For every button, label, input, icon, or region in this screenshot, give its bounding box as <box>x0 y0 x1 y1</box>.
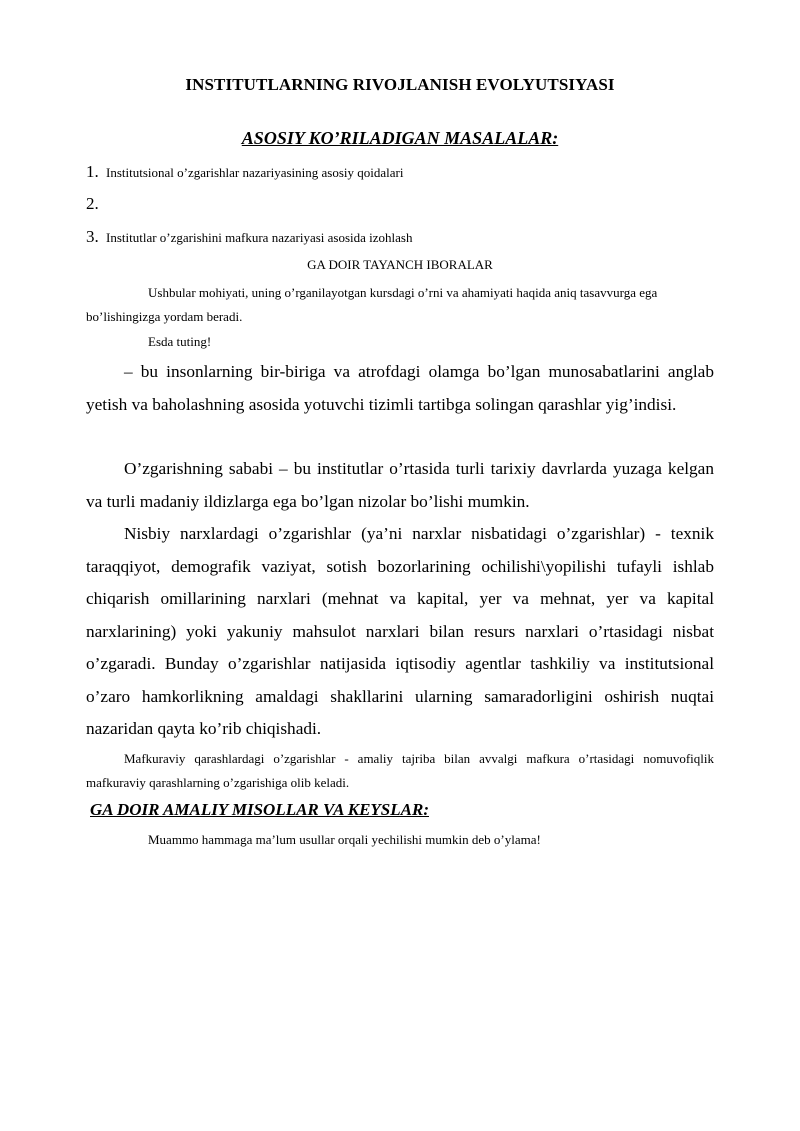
definition-paragraph: – bu insonlarning bir-biriga va atrofdagi olamga bo’lgan munosabatlarini anglab yetish va baholashning asosida yotuvchi tizimli tartibga solingan qarashlar yig’indisi. <box>86 362 714 414</box>
issues-subtitle: ASOSIY KO’RILADIGAN MASALALAR: <box>241 128 559 148</box>
closing-line: Muammo hammaga ma’lum usullar orqali yechilishi mumkin deb o’ylama! <box>148 832 541 847</box>
document-title: INSTITUTLARNING RIVOJLANISH EVOLYUTSIYASI <box>185 75 615 94</box>
issue-item-3 <box>86 227 412 247</box>
examples-heading: GA DOIR AMALIY MISOLLAR VA KEYSLAR: <box>90 800 429 819</box>
issue-item-1 <box>86 162 403 182</box>
issue-text: Institutlar o’zgarishini mafkura nazariyasi asosida izohlash <box>106 230 413 245</box>
issue-number: 2. <box>86 194 99 213</box>
key-terms-heading: GA DOIR TAYANCH IBORALAR <box>307 257 493 272</box>
issue-text: Institutsional o’zgarishlar nazariyasining asosiy qoidalari <box>106 165 404 180</box>
issue-item-2 <box>86 194 103 214</box>
issue-number: 1. <box>86 162 99 181</box>
relative-prices-paragraph: Nisbiy narxlardagi o’zgarishlar (ya’ni narxlar nisbatidagi o’zgarishlar) - texnik taraqqiyot, demografik vaziyat, sotish bozorlarining ochilishi\yopilishi tufayli ishlab chiqarish omillarining narxlari (mehnat va kapital, yer va mehnat, yer va kapital narxlarining) yoki yakuniy mahsulot narxlari bilan resurs narxlari o’rtasidagi nisbat o’zgaradi. Bunday o’zgarishlar natijasida iqtisodiy agentlar tashkiliy va institutsional o’zaro hamkorlikning amaldagi shakllarini ularning samaradorligini oshirish nuqtai nazaridan qayta ko’rib chiqishadi. <box>86 524 714 738</box>
issue-number: 3. <box>86 227 99 246</box>
ideology-paragraph: Mafkuraviy qarashlardagi o’zgarishlar - amaliy tajriba bilan avvalgi mafkura o’rtasidagi nomuvofiqlik mafkuraviy qarashlarning o’zgarishiga olib keladi. <box>86 751 714 790</box>
intro-paragraph: Ushbular mohiyati, uning o’rganilayotgan kursdagi o’rni va ahamiyati haqida aniq tasavvurga ega bo’lishingizga yordam beradi. <box>86 285 658 324</box>
remember-note: Esda tuting! <box>148 334 212 349</box>
change-reason-paragraph: O’zgarishning sababi – bu institutlar o’rtasida turli tarixiy davrlarda yuzaga kelgan va turli madaniy ildizlarga ega bo’lgan nizolar bo’lishi mumkin. <box>86 459 714 511</box>
